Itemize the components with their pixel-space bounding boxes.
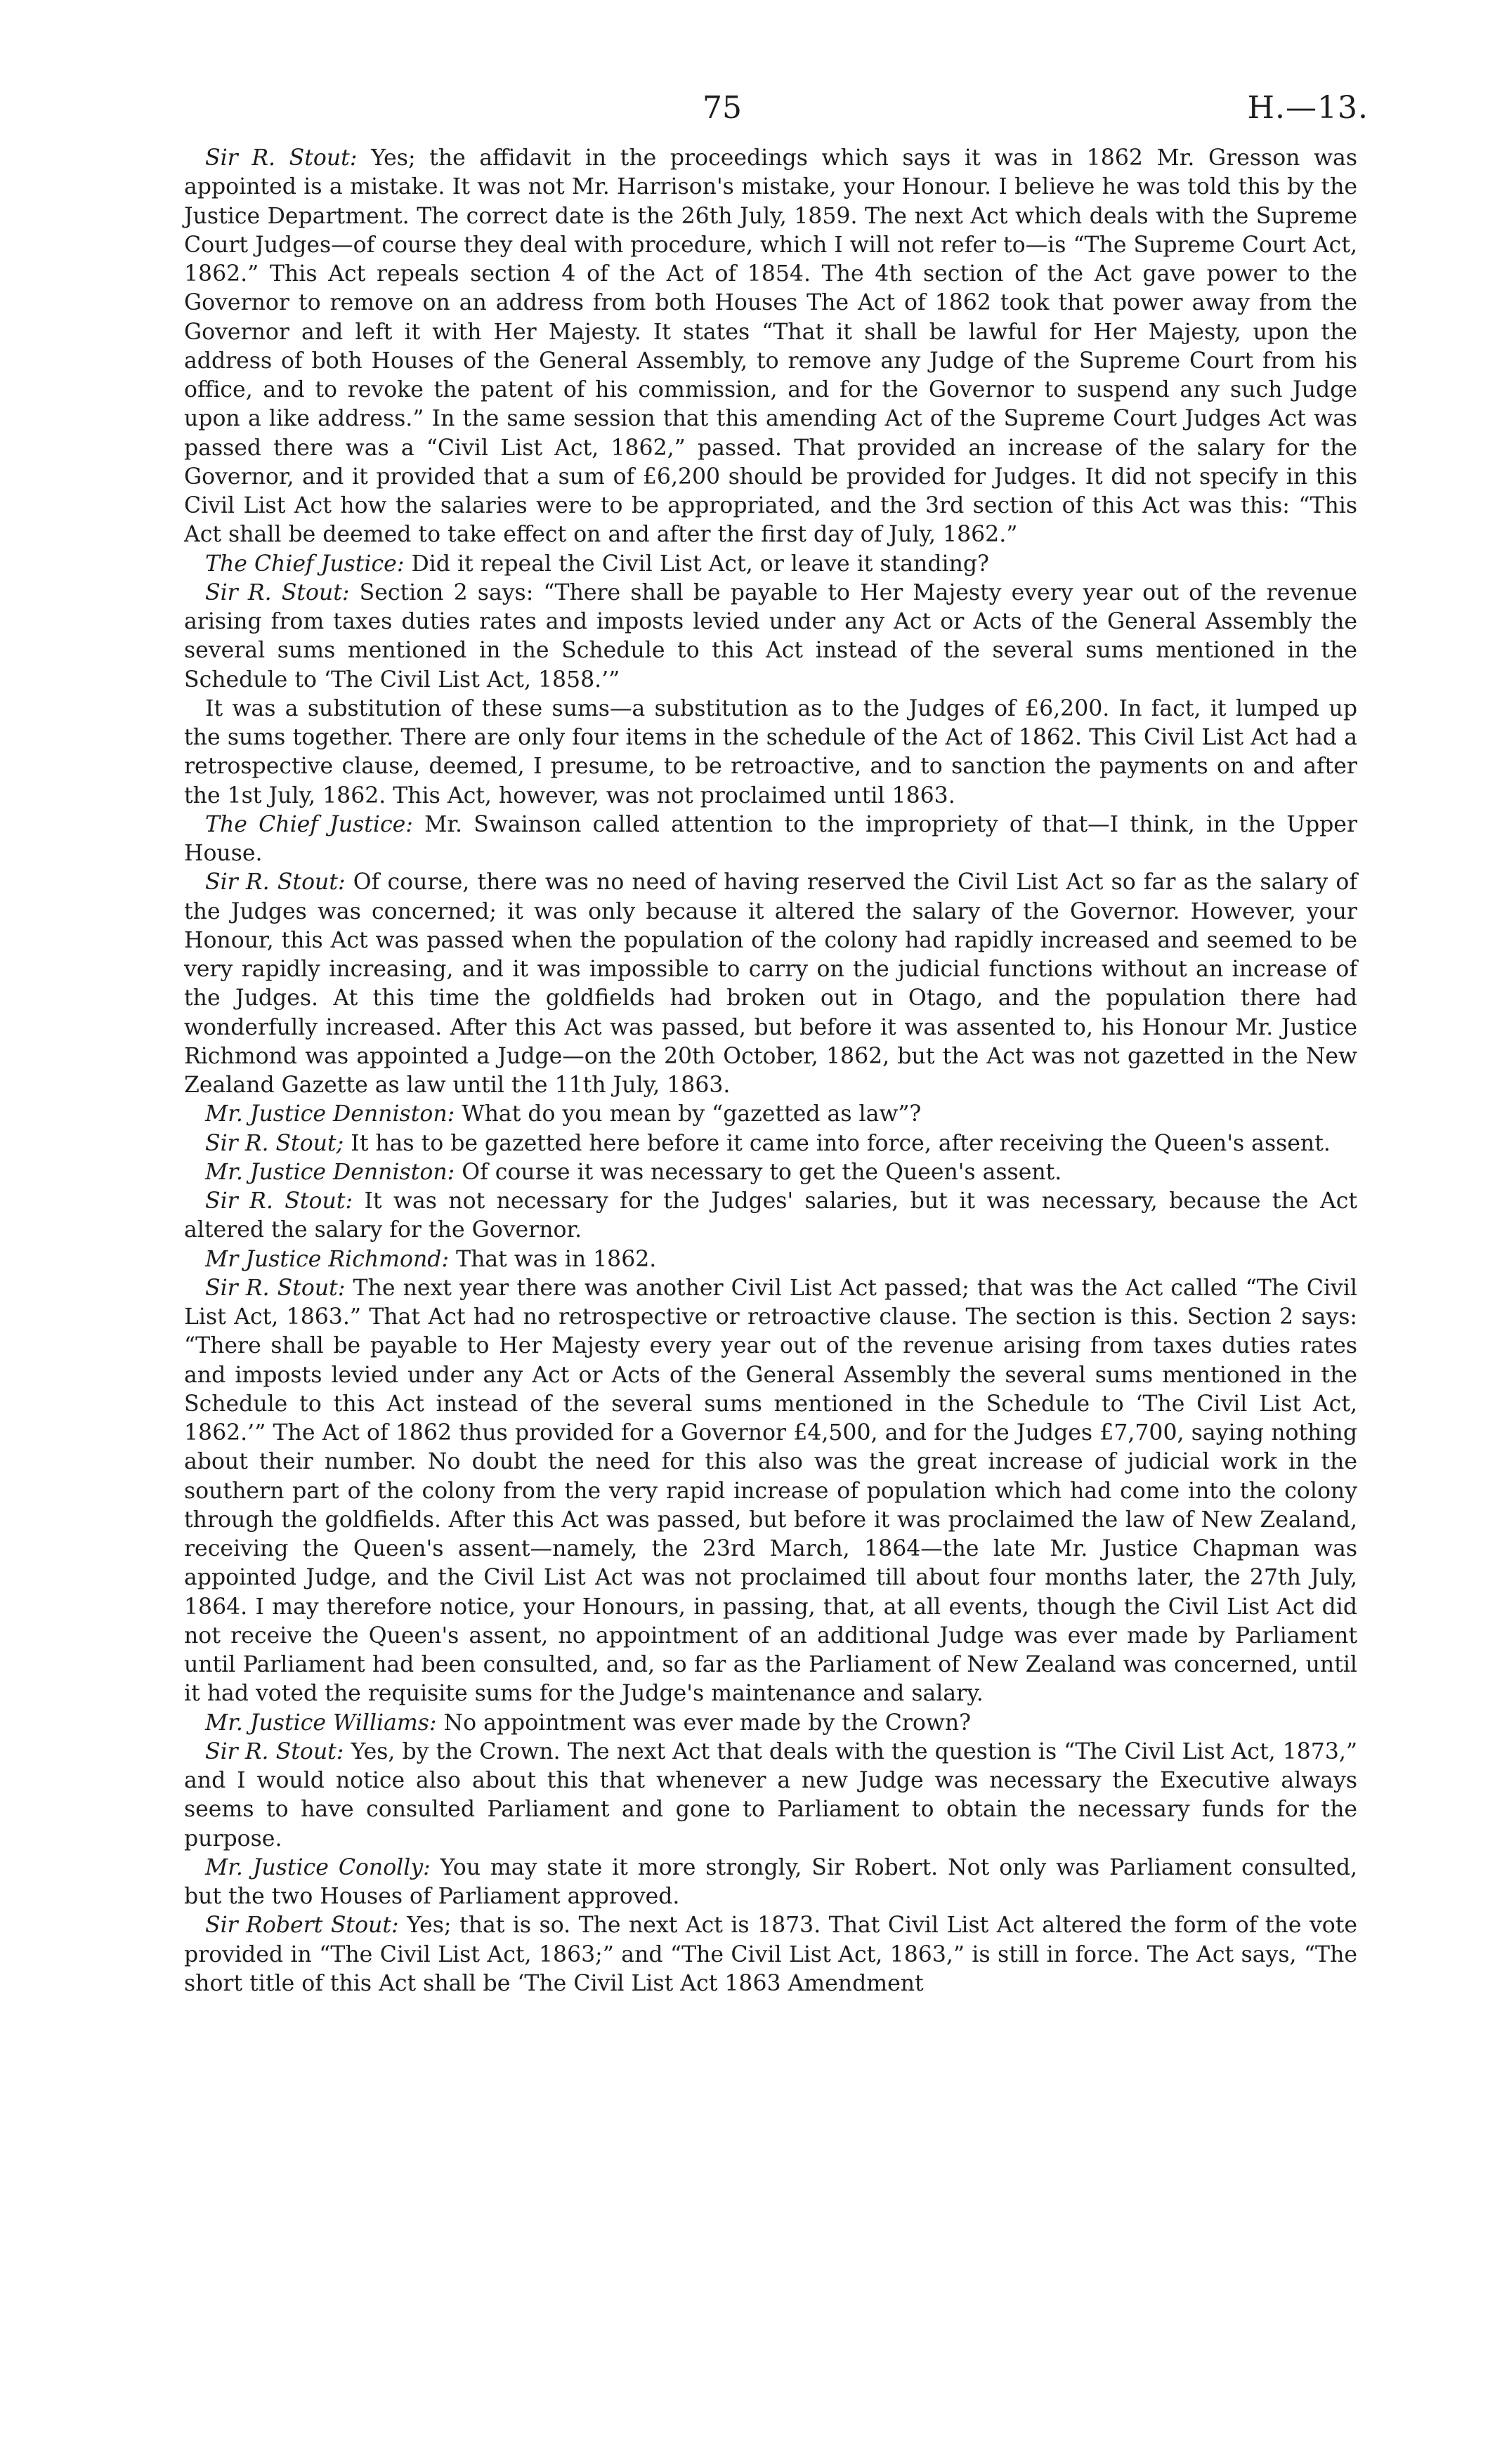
speech-text: Of course, there was no need of having reserved the Civil List Act so far as the salary of the Judges was concerned; it was only because it altered the salary of the Governor. However, your Honour, this Act was passed when the population of the colony had rapidly increased and seemed to be very rapidly increasing, and it was impossible to carry on the judicial functions without an increase of the Judges. At this time the goldfields had broken out in Otago, and the population there had wonderfully increased. After this Act was passed, but before it was assented to, his Honour Mr. Justice Richmond was appointed a Judge—on the 20th October, 1862, but the Act was not gazetted in the New Zealand Gazette as law until the 11th July, 1863. — [184, 870, 1357, 1098]
speech-text: What do you mean by “gazetted as law”? — [455, 1101, 922, 1127]
speech-text: Section 2 says: “There shall be payable to Her Majesty every year out of the revenue arising from taxes duties rates and imposts levied under any Act or Acts of the General Assembly the several sums mentioned in the Schedule to this Act instead of the several sums mentioned in the Schedule to ‘The Civil List Act, 1858.’” — [184, 579, 1357, 693]
transcript-paragraph — [184, 1911, 1357, 1998]
speaker-name: Mr. Justice Conolly: — [205, 1854, 431, 1880]
transcript-paragraph — [184, 1245, 1357, 1274]
speech-text: Yes, by the Crown. The next Act that deals with the question is “The Civil List Act, 1873,” and I would notice also about this that whenever a new Judge was necessary the Executive always seems to have consulted Parliament and gone to Parliament to obtain the necessary funds for the purpose. — [184, 1738, 1357, 1852]
speech-text: It was a substitution of these sums—a substitution as to the Judges of £6,200. In fact, it lumped up the sums together. There are only four items in the schedule of the Act of 1862. This Civil List Act had a retrospective clause, deemed, I presume, to be retroactive, and to sanction the payments on and after the 1st July, 1862. This Act, however, was not proclaimed until 1863. — [184, 695, 1357, 808]
speaker-name: Sir R. Stout: — [205, 145, 358, 171]
page-number: 75 — [703, 90, 742, 126]
speaker-name: Sir R. Stout: — [205, 1275, 346, 1301]
speaker-name: Sir R. Stout: — [205, 1188, 353, 1214]
speech-text: It was not necessary for the Judges' salaries, but it was necessary, because the Act altered the salary for the Governor. — [184, 1188, 1357, 1243]
document-reference: H.—13. — [1247, 90, 1369, 126]
speech-text: Mr. Swainson called attention to the impropriety of that—I think, in the Upper House. — [184, 811, 1357, 866]
transcript-paragraph — [184, 1158, 1357, 1187]
speech-text: You may state it more strongly, Sir Robert. Not only was Parliament consulted, but the two Houses of Parliament approved. — [184, 1854, 1357, 1909]
speech-text: Of course it was necessary to get the Queen's assent. — [455, 1159, 1062, 1185]
speech-text: The next year there was another Civil List Act passed; that was the Act called “The Civil List Act, 1863.” That Act had no retrospective or retroactive clause. The section is this. Section 2 says: “There shall be payable to Her Majesty every year out of the revenue arising from taxes duties rates and imposts levied under any Act or Acts of the General Assembly the several sums mentioned in the Schedule to this Act instead of the several sums mentioned in the Schedule to ‘The Civil List Act, 1862.’” The Act of 1862 thus provided for a Governor £4,500, and for the Judges £7,700, saying nothing about their number. No doubt the need for this also was the great increase of judicial work in the southern part of the colony from the very rapid increase of population which had come into the colony through the goldfields. After this Act was passed, but before it was proclaimed the law of New Zealand, receiving the Queen's assent—namely, the 23rd March, 1864—the late Mr. Justice Chapman was appointed Judge, and the Civil List Act was not proclaimed till about four months later, the 27th July, 1864. I may therefore notice, your Honours, in passing, that, at all events, though the Civil List Act did not receive the Queen's assent, no appointment of an additional Judge was ever made by Parliament until Parliament had been consulted, and, so far as the Parliament of New Zealand was concerned, until it had voted the requisite sums for the Judge's maintenance and salary. — [184, 1275, 1357, 1707]
speaker-name: The Chief Justice: — [205, 551, 405, 577]
transcript-paragraph — [184, 1274, 1357, 1709]
transcript-body — [184, 144, 1357, 1998]
transcript-paragraph — [184, 144, 1357, 550]
transcript-paragraph — [184, 868, 1357, 1100]
speaker-name: Mr. Justice Denniston: — [205, 1159, 455, 1185]
speech-text: No appointment was ever made by the Crown? — [436, 1710, 972, 1736]
transcript-paragraph — [184, 1854, 1357, 1912]
speaker-name: Sir R. Stout; — [205, 1130, 344, 1156]
speech-text: That was in 1862. — [449, 1246, 657, 1272]
transcript-paragraph — [184, 1709, 1357, 1738]
speech-text: Did it repeal the Civil List Act, or leave it standing? — [404, 551, 989, 577]
transcript-paragraph — [184, 1738, 1357, 1854]
transcript-paragraph — [184, 1100, 1357, 1129]
speaker-name: Sir Robert Stout: — [205, 1913, 399, 1939]
transcript-paragraph — [184, 1187, 1357, 1245]
speaker-name: Sir R. Stout: — [205, 870, 346, 896]
transcript-paragraph — [184, 811, 1357, 869]
speech-text: Yes; that is so. The next Act is 1873. That Civil List Act altered the form of the vote provided in “The Civil List Act, 1863;” and “The Civil List Act, 1863,” is still in force. The Act says, “The short title of this Act shall be ‘The Civil List Act 1863 Amendment — [184, 1913, 1358, 1996]
speaker-name: Mr. Justice Williams: — [205, 1710, 437, 1736]
speech-text: It has to be gazetted here before it came into force, after receiving the Queen's assent. — [344, 1130, 1331, 1156]
speaker-name: Mr. Justice Denniston: — [205, 1101, 455, 1127]
transcript-paragraph — [184, 550, 1357, 579]
speaker-name: Sir R. Stout: — [205, 1738, 344, 1764]
transcript-paragraph — [184, 579, 1357, 695]
speaker-name: The Chief Justice: — [205, 811, 413, 837]
page-header — [0, 90, 1502, 132]
speech-text: Yes; the affidavit in the proceedings which says it was in 1862 Mr. Gresson was appointed is a mistake. It was not Mr. Harrison's mistake, your Honour. I believe he was told this by the Justice Department. The correct date is the 26th July, 1859. The next Act which deals with the Supreme Court Judges—of course they deal with procedure, which I will not refer to—is “The Supreme Court Act, 1862.” This Act repeals section 4 of the Act of 1854. The 4th section of the Act gave power to the Governor to remove on an address from both Houses The Act of 1862 took that power away from the Governor and left it with Her Majesty. It states “That it shall be lawful for Her Majesty, upon the address of both Houses of the General Assembly, to remove any Judge of the Supreme Court from his office, and to revoke the patent of his commission, and for the Governor to suspend any such Judge upon a like address.” In the same session that this amending Act of the Supreme Court Judges Act was passed there was a “Civil List Act, 1862,” passed. That provided an increase of the salary for the Governor, and it provided that a sum of £6,200 should be provided for Judges. It did not specify in this Civil List Act how the salaries were to be appropriated, and the 3rd section of this Act was this: “This Act shall be deemed to take effect on and after the first day of July, 1862.” — [184, 145, 1357, 548]
transcript-paragraph — [184, 695, 1357, 811]
transcript-paragraph — [184, 1129, 1357, 1158]
speaker-name: Mr Justice Richmond: — [205, 1246, 450, 1272]
speaker-name: Sir R. Stout: — [205, 579, 350, 605]
